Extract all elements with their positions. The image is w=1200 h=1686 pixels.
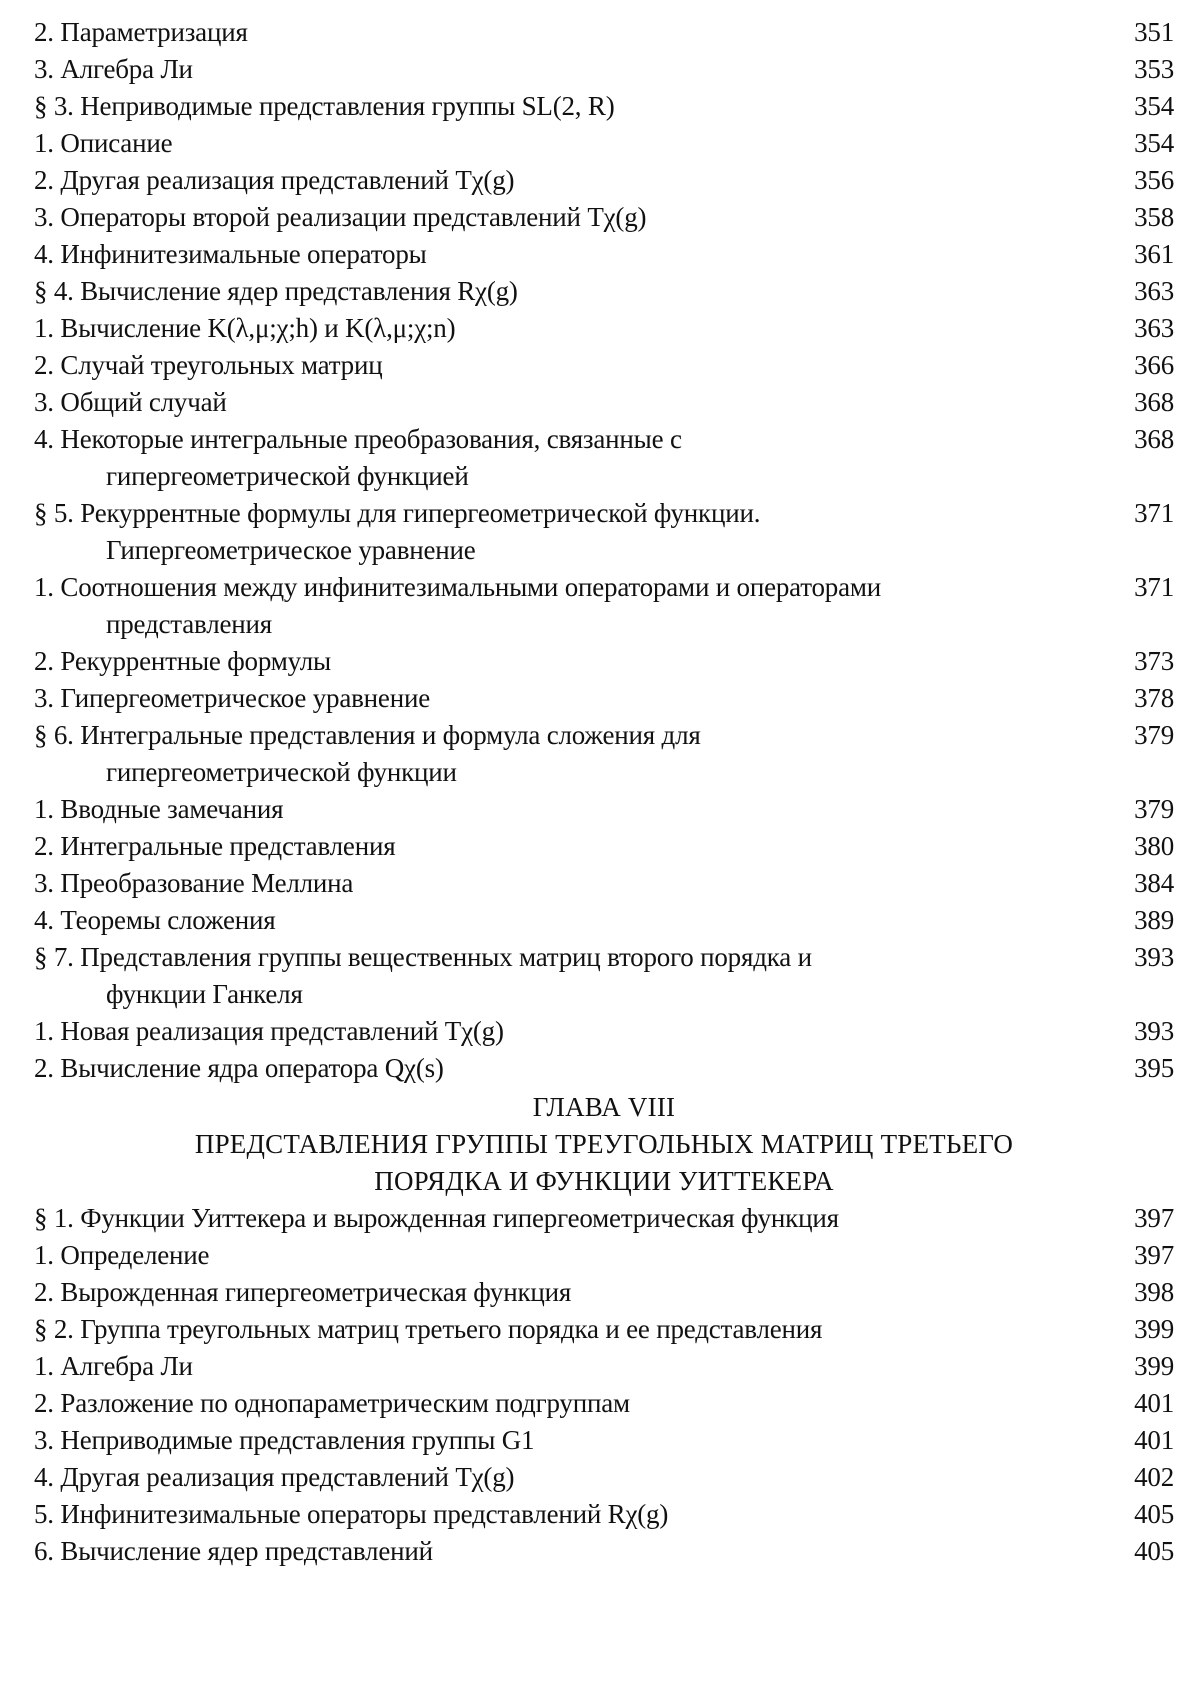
toc-entry-page-number: 393 <box>1134 942 1174 972</box>
toc-entry <box>34 1422 1174 1459</box>
toc-entry <box>34 162 1174 199</box>
toc-entry-title-text: 2. Параметризация <box>34 17 248 47</box>
toc-entry-title <box>34 421 1104 495</box>
toc-entry <box>34 1459 1174 1496</box>
toc-entry-title <box>34 680 1104 717</box>
toc-entry-title <box>34 1237 1104 1274</box>
toc-entry-page-number: 371 <box>1134 572 1174 602</box>
toc-entry-page-number: 384 <box>1134 868 1174 898</box>
toc-entry <box>34 236 1174 273</box>
toc-entry-page-number: 361 <box>1134 239 1174 269</box>
toc-entry-title-text: 4. Некоторые интегральные преобразования, связанные с <box>34 424 682 454</box>
toc-entry <box>34 1533 1174 1570</box>
toc-entry-title-text: § 3. Неприводимые представления группы SL(2, R) <box>34 91 615 121</box>
toc-entry <box>34 902 1174 939</box>
toc-entry-title <box>34 1274 1104 1311</box>
toc-entry-page-number: 354 <box>1134 128 1174 158</box>
toc-entry-page-number: 401 <box>1134 1425 1174 1455</box>
toc-entry-page-number: 405 <box>1134 1536 1174 1566</box>
toc-entry-title-text: 1. Определение <box>34 1240 210 1270</box>
toc-entry-title-text: 3. Неприводимые представления группы G1 <box>34 1425 535 1455</box>
toc-entry-title <box>34 1385 1104 1422</box>
toc-entry-page-number: 373 <box>1134 646 1174 676</box>
toc-entry-title <box>34 791 1104 828</box>
toc-entry-title <box>34 51 1104 88</box>
toc-entry-page-number: 399 <box>1134 1314 1174 1344</box>
toc-entry-title-text: 2. Вычисление ядра оператора Qχ(s) <box>34 1053 444 1083</box>
toc-entry-title-text: 4. Инфинитезимальные операторы <box>34 239 427 269</box>
toc-entry-title-continuation: Гипергеометрическое уравнение <box>106 535 476 565</box>
toc-entry <box>34 1385 1174 1422</box>
toc-entry <box>34 310 1174 347</box>
toc-entry-title-continuation: гипергеометрической функции <box>106 757 457 787</box>
toc-entry-title-continuation: функции Ганкеля <box>106 979 303 1009</box>
toc-entry <box>34 495 1174 569</box>
toc-entry-title-text: 2. Вырожденная гипергеометрическая функция <box>34 1277 572 1307</box>
toc-entry-page-number: 356 <box>1134 165 1174 195</box>
toc-entry-title-text: 1. Вводные замечания <box>34 794 284 824</box>
toc-entry-title-text: 1. Соотношения между инфинитезимальными операторами и операторами <box>34 572 882 602</box>
toc-entry-page-number: 401 <box>1134 1388 1174 1418</box>
toc-entry-title <box>34 310 1104 347</box>
toc-entry <box>34 199 1174 236</box>
toc-entry <box>34 125 1174 162</box>
toc-entry-title <box>34 1013 1104 1050</box>
toc-entry <box>34 643 1174 680</box>
toc-entry-page-number: 398 <box>1134 1277 1174 1307</box>
toc-entry-title-text: 1. Вычисление K(λ,μ;χ;h) и K(λ,μ;χ;n) <box>34 313 456 343</box>
toc-entry-page-number: 354 <box>1134 91 1174 121</box>
toc-entry-title-text: 1. Описание <box>34 128 173 158</box>
toc-entry-page-number: 368 <box>1134 424 1174 454</box>
toc-entry-title <box>34 199 1104 236</box>
toc-entry-title <box>34 1311 1104 1348</box>
toc-entry <box>34 14 1174 51</box>
toc-entry-page-number: 397 <box>1134 1203 1174 1233</box>
toc-entry-title <box>34 939 1104 1013</box>
toc-entry <box>34 88 1174 125</box>
toc-entry <box>34 51 1174 88</box>
toc-entry-title-text: 2. Случай треугольных матриц <box>34 350 383 380</box>
toc-entry-title <box>34 865 1104 902</box>
toc-entry-title <box>34 1050 1104 1087</box>
chapter-number: ГЛАВА VIII <box>532 1092 676 1122</box>
toc-entry-title-text: 2. Разложение по однопараметрическим подгруппам <box>34 1388 630 1418</box>
toc-entry-title-continuation: представления <box>106 609 272 639</box>
toc-entry-title-text: § 5. Рекуррентные формулы для гипергеометрической функции. <box>34 498 761 528</box>
toc-entry <box>34 865 1174 902</box>
toc-entry-title-text: 4. Другая реализация представлений Tχ(g) <box>34 1462 515 1492</box>
toc-entry <box>34 1200 1174 1237</box>
toc-entry-title-continuation: гипергеометрической функцией <box>106 461 469 491</box>
toc-entry-title-text: 2. Интегральные представления <box>34 831 396 861</box>
toc-entry-title <box>34 384 1104 421</box>
toc-entry-title <box>34 1533 1104 1570</box>
toc-entry <box>34 939 1174 1013</box>
toc-entry-page-number: 363 <box>1134 313 1174 343</box>
toc-entry-page-number: 379 <box>1134 794 1174 824</box>
toc-entry-title-text: 2. Другая реализация представлений Tχ(g) <box>34 165 515 195</box>
toc-entry-title <box>34 88 1104 125</box>
toc-entry <box>34 1013 1174 1050</box>
toc-entry-title-text: § 6. Интегральные представления и формула сложения для <box>34 720 701 750</box>
toc-entry-title-text: § 2. Группа треугольных матриц третьего порядка и ее представления <box>34 1314 823 1344</box>
toc-entry-title-text: § 7. Представления группы вещественных матриц второго порядка и <box>34 942 812 972</box>
toc-entry-title-text: 4. Теоремы сложения <box>34 905 276 935</box>
toc-entry-title <box>34 643 1104 680</box>
toc-entry-title-text: 3. Алгебра Ли <box>34 54 193 84</box>
toc-entry-title <box>34 162 1104 199</box>
toc-entry-title <box>34 569 1104 643</box>
toc-entry-page-number: 397 <box>1134 1240 1174 1270</box>
toc-entry-title <box>34 1459 1104 1496</box>
toc-entry-title-text: 3. Общий случай <box>34 387 227 417</box>
toc-entry-page-number: 366 <box>1134 350 1174 380</box>
toc-entry-title <box>34 236 1104 273</box>
toc-section-2 <box>34 1200 1174 1570</box>
toc-entry-title <box>34 717 1104 791</box>
chapter-title-line-2: ПОРЯДКА И ФУНКЦИИ УИТТЕКЕРА <box>374 1166 834 1196</box>
toc-entry <box>34 791 1174 828</box>
toc-entry <box>34 1050 1174 1087</box>
toc-entry <box>34 273 1174 310</box>
toc-entry-page-number: 368 <box>1134 387 1174 417</box>
toc-entry-page-number: 393 <box>1134 1016 1174 1046</box>
toc-entry <box>34 421 1174 495</box>
toc-entry <box>34 1274 1174 1311</box>
toc-entry <box>34 384 1174 421</box>
toc-entry-title-text: 3. Преобразование Меллина <box>34 868 354 898</box>
toc-entry <box>34 1348 1174 1385</box>
toc-entry-title-text: 3. Операторы второй реализации представлений Tχ(g) <box>34 202 647 232</box>
toc-entry-title <box>34 828 1104 865</box>
toc-entry-title-text: 5. Инфинитезимальные операторы представлений Rχ(g) <box>34 1499 669 1529</box>
toc-entry-page-number: 378 <box>1134 683 1174 713</box>
toc-entry-title-text: 1. Алгебра Ли <box>34 1351 193 1381</box>
toc-entry <box>34 828 1174 865</box>
toc-entry-title-text: 1. Новая реализация представлений Tχ(g) <box>34 1016 504 1046</box>
toc-entry-title <box>34 347 1104 384</box>
toc-entry-page-number: 402 <box>1134 1462 1174 1492</box>
toc-entry-title-text: § 1. Функции Уиттекера и вырожденная гипергеометрическая функция <box>34 1203 839 1233</box>
toc-entry-title-text: 6. Вычисление ядер представлений <box>34 1536 433 1566</box>
chapter-heading <box>34 1089 1174 1200</box>
toc-entry <box>34 347 1174 384</box>
toc-entry-page-number: 353 <box>1134 54 1174 84</box>
toc-entry <box>34 569 1174 643</box>
toc-entry-title <box>34 495 1104 569</box>
toc-entry-title <box>34 125 1104 162</box>
toc-entry-title-text: 3. Гипергеометрическое уравнение <box>34 683 430 713</box>
toc-entry-title <box>34 273 1104 310</box>
toc-entry-page-number: 405 <box>1134 1499 1174 1529</box>
toc-entry-title <box>34 902 1104 939</box>
toc-entry-title <box>34 1200 1104 1237</box>
toc-entry-page-number: 371 <box>1134 498 1174 528</box>
chapter-title-line-1: ПРЕДСТАВЛЕНИЯ ГРУППЫ ТРЕУГОЛЬНЫХ МАТРИЦ ТРЕТЬЕГО <box>194 1129 1014 1159</box>
toc-entry-title <box>34 1496 1104 1533</box>
toc-entry-title-text: § 4. Вычисление ядер представления Rχ(g) <box>34 276 518 306</box>
toc-entry-page-number: 380 <box>1134 831 1174 861</box>
toc-entry-page-number: 363 <box>1134 276 1174 306</box>
table-of-contents <box>34 14 1174 1570</box>
toc-entry-page-number: 389 <box>1134 905 1174 935</box>
toc-entry-page-number: 395 <box>1134 1053 1174 1083</box>
toc-entry-page-number: 351 <box>1134 17 1174 47</box>
toc-entry-title <box>34 1422 1104 1459</box>
toc-entry <box>34 1496 1174 1533</box>
toc-entry-title <box>34 1348 1104 1385</box>
toc-entry-page-number: 379 <box>1134 720 1174 750</box>
toc-entry-page-number: 399 <box>1134 1351 1174 1381</box>
toc-entry <box>34 1237 1174 1274</box>
toc-entry <box>34 1311 1174 1348</box>
toc-entry <box>34 717 1174 791</box>
toc-section-1 <box>34 14 1174 1087</box>
toc-entry-title-text: 2. Рекуррентные формулы <box>34 646 331 676</box>
toc-entry-page-number: 358 <box>1134 202 1174 232</box>
toc-entry <box>34 680 1174 717</box>
toc-entry-title <box>34 14 1104 51</box>
